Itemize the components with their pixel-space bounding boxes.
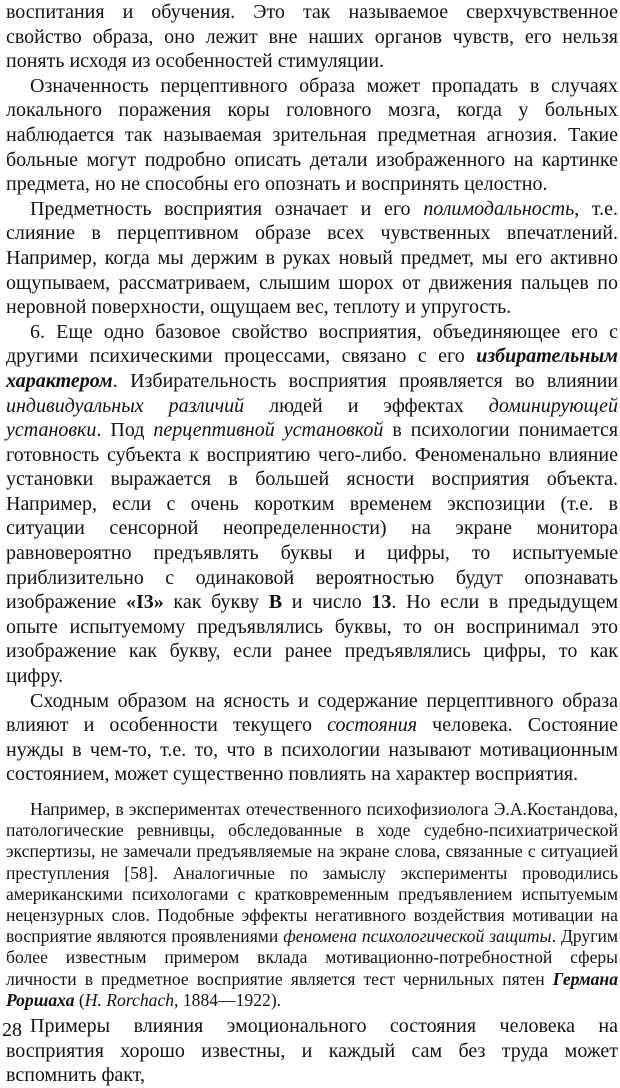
text-run: . Но если в предыдущем опыте испытуемому предъявлялись буквы, то он воспринимал это изображение как букву, если ранее предъявлялись цифры, то как цифру. — [6, 591, 618, 688]
italic-term: доминирующей установки — [6, 394, 618, 442]
paragraph-2 — [6, 74, 618, 197]
text-run: Предметность восприятия означает и его — [30, 197, 424, 220]
italic-term: состояния — [327, 714, 418, 737]
paragraph-5 — [6, 689, 618, 787]
italic-term: феномена психологической защиты — [283, 926, 552, 947]
paragraph-3 — [6, 197, 618, 320]
text-run: , 1884—1922). — [174, 989, 282, 1010]
text-run: 6. Еще одно базовое свойство восприятия, объединяющее его с другими психическими процессами, связано с его — [6, 320, 618, 368]
text-run: Примеры влияния эмоционального состояния человека на восприятия хорошо известны, и каждый сам без труда может вспомнить факт, — [6, 1015, 618, 1087]
bold-term: 13 — [371, 591, 392, 614]
italic-term: H. Rorchach — [84, 989, 175, 1010]
text-run: воспитания и обучения. Это так называемое сверхчувственное свойство образа, оно лежит вне наших органов чувств, его нельзя понять исходя из особенностей стимуляции. — [6, 1, 618, 73]
text-run: . Под — [96, 419, 154, 442]
paragraph-4 — [6, 320, 618, 689]
bold-term: «I3» — [125, 591, 164, 614]
example-paragraph — [6, 799, 618, 1011]
italic-term: индивидуальных различий — [6, 394, 245, 417]
text-run: . Другим более известным примером вклада мотивационно-потребностной сферы личности в предметное восприятие является тест чернильных пятен — [6, 926, 618, 989]
text-run: как букву — [163, 591, 269, 614]
page-text — [6, 0, 618, 1088]
text-run: ( — [74, 989, 85, 1010]
text-run: . Избирательность восприятия проявляется во влиянии — [112, 369, 618, 392]
italic-term: полимодальность — [423, 197, 575, 220]
italic-term: перцептивной установкой — [153, 419, 384, 442]
paragraph-7 — [6, 1014, 618, 1088]
text-run: , т.е. слияние в перцептивном образе всех чувственных впечатлений. Например, когда мы держим в руках новый предмет, мы его активно ощупываем, рассматриваем, слышим шорох от движения пальцев по неровной поверхности, ощущаем вес, теплоту и упругость. — [6, 197, 618, 319]
text-run: человека. Состояние нужды в чем-то, т.е. то, что в психологии называют мотивационным состоянием, может существенно повлиять на характер восприятия. — [6, 714, 619, 786]
text-run: в психологии понимается готовность субъекта к восприятию чего-либо. Феноменально влияние установки выражается в большей ясности восприятия объекта. Например, если с очень коротким временем экспозиции (т.е. в ситуации сенсорной неопределенности) на экране монитора равновероятно предъявлять буквы и цифры, то испытуемые приблизительно с одинаковой вероятностью будут опознавать изображение — [6, 419, 619, 614]
bold-italic-term: Германа Роршаха — [6, 968, 618, 1010]
text-run: Например, в экспериментах отечественного психофизиолога Э.А.Костандова, патологические ревнивцы, обследованные в ходе судебно-психиатрической экспертизы, не замечали предъявляемые на экране слова, связанные с ситуацией преступления [58]. Аналогичные по замыслу эксперименты проводились американскими психологами с кратковременным предъявлением испытуемым нецензурных слов. Подобные эффекты негативного воздействия мотивации на восприятие являются проявлениями — [6, 799, 618, 947]
text-run: людей и эффектах — [244, 394, 489, 417]
paragraph-1 — [6, 0, 618, 74]
page-number: 28 — [2, 1019, 22, 1041]
text-run: и число — [282, 591, 372, 614]
bold-term: В — [268, 591, 283, 614]
text-run: Сходным образом на ясность и содержание перцептивного образа влияют и особенности текущего — [6, 689, 618, 737]
text-run: Означенность перцептивного образа может пропадать в случаях локального поражения коры головного мозга, когда у больных наблюдается так называемая зрительная предметная агнозия. Такие больные могут подробно описать детали изображенного на картинке предмета, но не способны его опознать и воспринять целостно. — [6, 74, 618, 196]
bold-italic-term: избирательным характером — [6, 345, 618, 392]
